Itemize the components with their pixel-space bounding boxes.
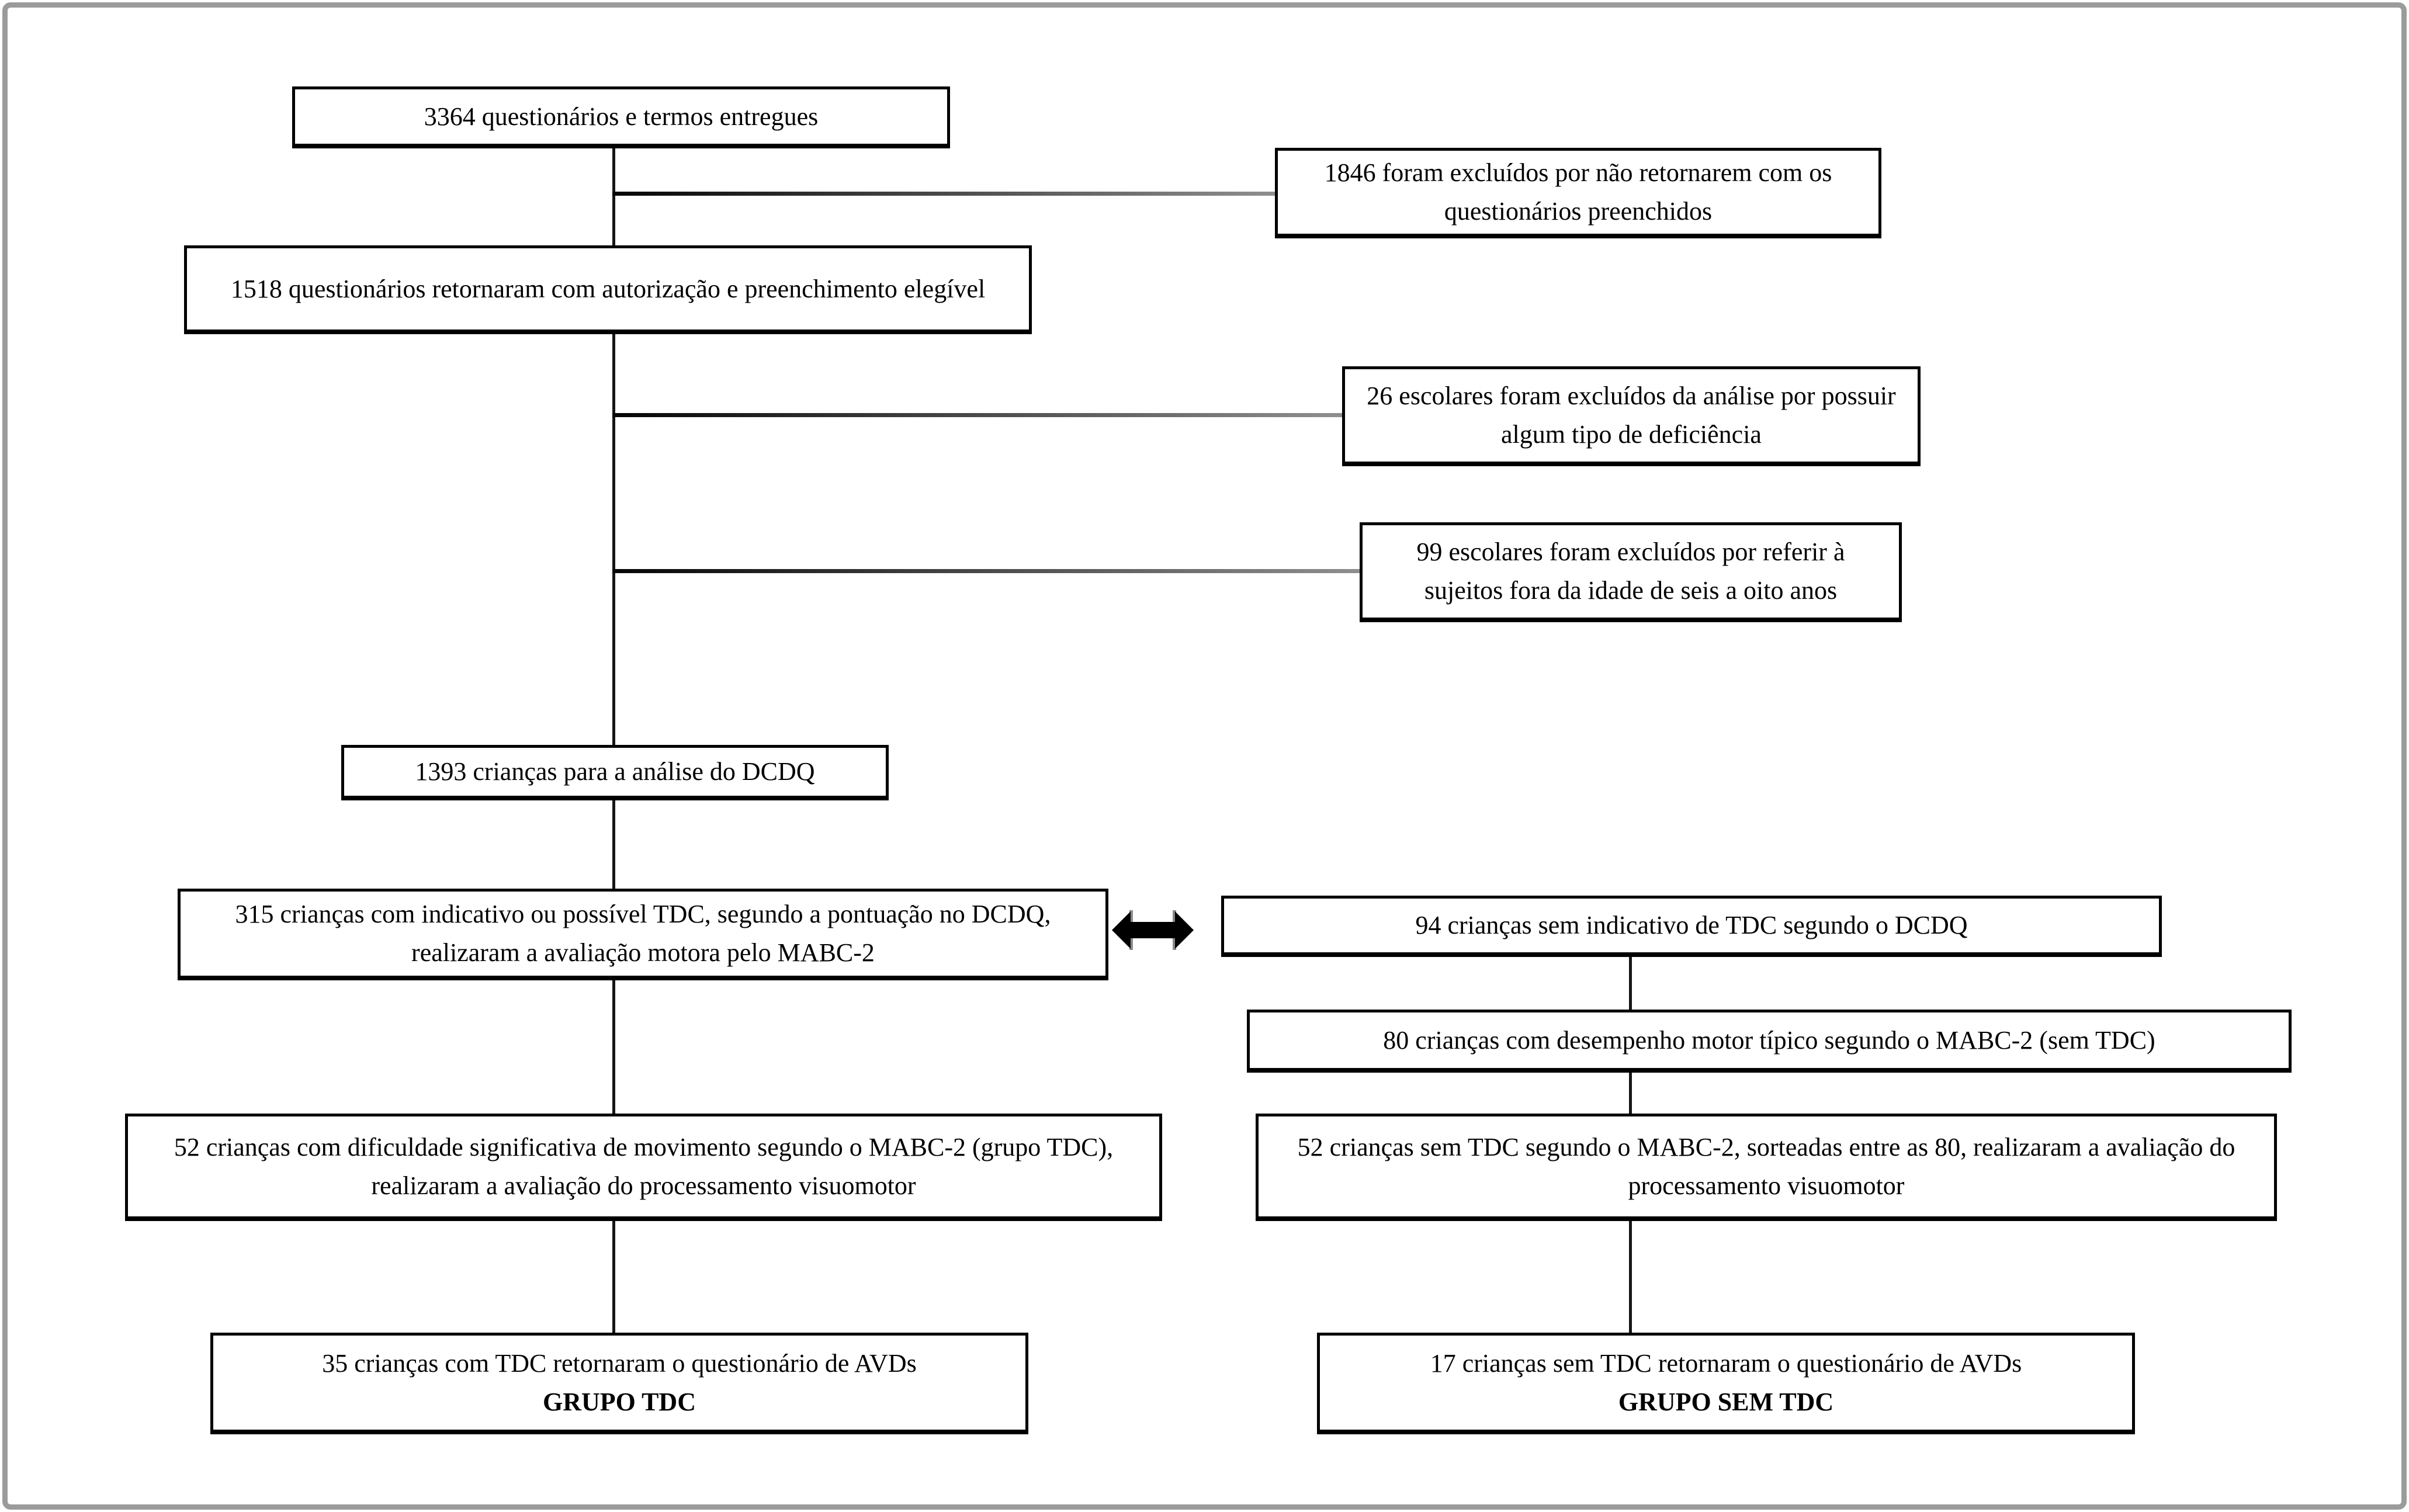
node-text: 17 crianças sem TDC retornaram o questionário de AVDs	[1430, 1348, 2022, 1378]
connector-dcdq-to-positive	[612, 799, 615, 890]
node-text: 1846 foram excluídos por não retornarem com os questionários preenchidos	[1324, 158, 1832, 226]
node-dcdq-negative	[1221, 896, 2162, 957]
node-excluded-age	[1360, 522, 1902, 622]
node-tdc-assessment	[125, 1114, 1162, 1221]
connector-positive-to-tdc-assessment	[612, 979, 615, 1115]
node-nontdc-assessment	[1256, 1114, 2277, 1221]
branch-excluded-age	[612, 569, 1360, 573]
node-questionnaires-delivered	[292, 86, 950, 148]
node-text: 99 escolares foram excluídos por referir à sujeitos fora da idade de seis a oito anos	[1416, 537, 1845, 605]
group-label: GRUPO TDC	[543, 1387, 696, 1416]
node-text: 1518 questionários retornaram com autorização e preenchimento elegível	[230, 274, 986, 303]
node-text: 80 crianças com desempenho motor típico segundo o MABC-2 (sem TDC)	[1383, 1025, 2155, 1055]
node-text: 315 crianças com indicativo ou possível TDC, segundo a pontuação no DCDQ, realizaram a avaliação motora pelo MABC-2	[235, 900, 1051, 967]
node-typical-motor	[1247, 1010, 2292, 1073]
node-dcdq-analysis	[341, 745, 889, 800]
connector-typical-to-nontdc-assessment	[1629, 1071, 1632, 1115]
group-label: GRUPO SEM TDC	[1618, 1387, 1834, 1416]
double-arrow-icon	[1112, 907, 1194, 953]
node-tdc-final-group	[210, 1333, 1028, 1434]
node-text: 52 crianças com dificuldade significativa de movimento segundo o MABC-2 (grupo TDC), realizaram a avaliação do processamento visuomotor	[174, 1132, 1114, 1200]
connector-tdc-assessment-to-final	[612, 1220, 615, 1334]
connector-nontdc-assessment-to-final	[1629, 1220, 1632, 1334]
node-text: 94 crianças sem indicativo de TDC segundo o DCDQ	[1415, 911, 1968, 939]
node-nontdc-final-group	[1317, 1333, 2135, 1434]
branch-excluded-no-return	[612, 192, 1275, 196]
node-returned-eligible	[184, 245, 1032, 334]
node-dcdq-positive	[178, 889, 1108, 980]
branch-excluded-disability	[612, 413, 1342, 417]
connector-delivered-to-returned	[612, 148, 615, 248]
node-excluded-disability	[1342, 366, 1921, 466]
node-text: 1393 crianças para a análise do DCDQ	[415, 757, 815, 786]
node-text: 52 crianças sem TDC segundo o MABC-2, sorteadas entre as 80, realizaram a avaliação do processamento visuomotor	[1297, 1132, 2235, 1200]
node-text: 26 escolares foram excluídos da análise por possuir algum tipo de deficiência	[1367, 382, 1896, 449]
node-text: 3364 questionários e termos entregues	[424, 102, 819, 131]
node-text: 35 crianças com TDC retornaram o questionário de AVDs	[322, 1348, 917, 1378]
connector-returned-to-dcdq	[612, 333, 615, 747]
node-excluded-no-return	[1275, 148, 1881, 238]
connector-negative-to-typical	[1629, 956, 1632, 1011]
